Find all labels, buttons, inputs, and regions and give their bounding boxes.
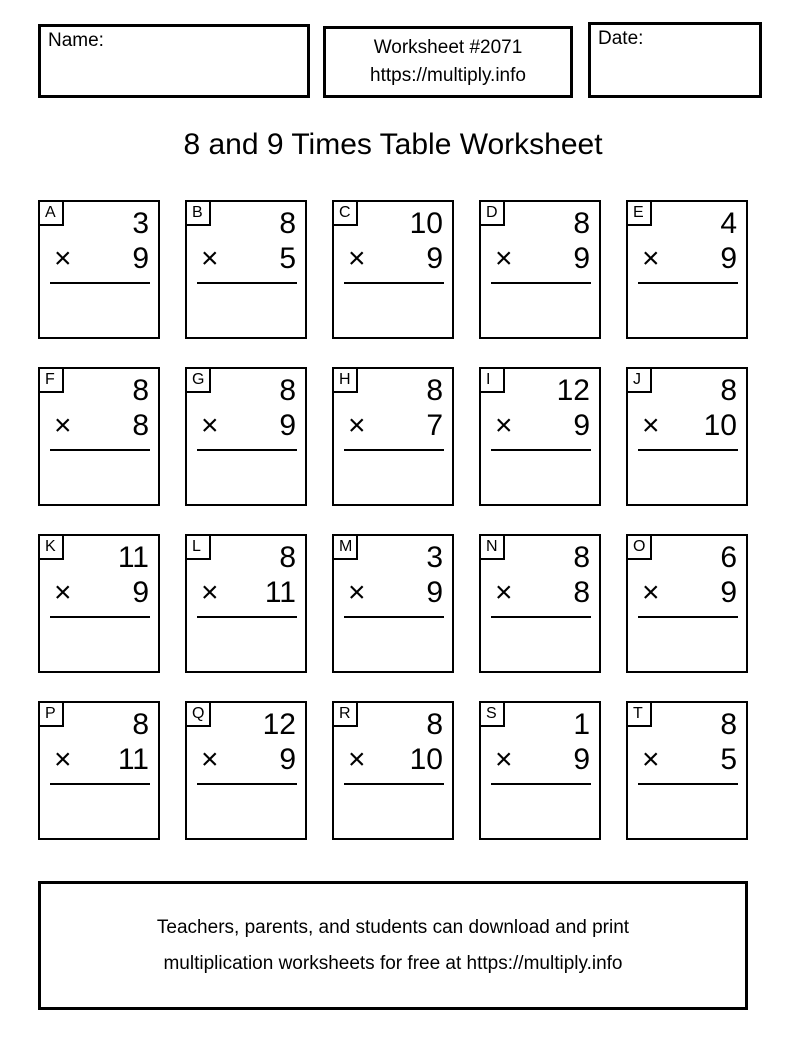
answer-line [638, 616, 738, 618]
answer-line [638, 282, 738, 284]
problem-cell [626, 367, 748, 506]
problem-label: L [187, 536, 211, 560]
multiply-sign: × [348, 409, 366, 442]
multiply-sign: × [201, 576, 219, 609]
multiply-sign: × [495, 409, 513, 442]
problem-label: E [628, 202, 652, 226]
multiply-sign: × [54, 576, 72, 609]
answer-line [197, 616, 297, 618]
multiplicand: 8 [132, 708, 149, 741]
answer-line [491, 282, 591, 284]
answer-line [344, 449, 444, 451]
problem-label: R [334, 703, 358, 727]
multiplicand: 8 [426, 708, 443, 741]
problem-cell [626, 200, 748, 339]
multiplier: 9 [720, 576, 737, 609]
answer-line [50, 449, 150, 451]
multiply-sign: × [642, 743, 660, 776]
problem-cell [626, 534, 748, 673]
multiplier: 5 [720, 743, 737, 776]
problem-cell [38, 701, 160, 840]
worksheet-url: https://multiply.info [370, 65, 526, 86]
name-box [38, 24, 310, 98]
answer-line [197, 783, 297, 785]
multiply-sign: × [348, 576, 366, 609]
multiply-sign: × [348, 743, 366, 776]
answer-line [491, 783, 591, 785]
footer-line1: Teachers, parents, and students can download and print [156, 916, 630, 938]
multiplier: 9 [426, 576, 443, 609]
problem-label: O [628, 536, 652, 560]
multiply-sign: × [201, 242, 219, 275]
multiplier: 9 [573, 743, 590, 776]
multiplier: 5 [279, 242, 296, 275]
page-title: 8 and 9 Times Table Worksheet [183, 128, 603, 161]
multiply-sign: × [201, 743, 219, 776]
multiplicand: 4 [720, 207, 737, 240]
multiplicand: 8 [279, 541, 296, 574]
problem-label: I [481, 369, 505, 393]
multiplicand: 3 [426, 541, 443, 574]
problem-label: K [40, 536, 64, 560]
multiplier: 10 [409, 743, 443, 776]
multiply-sign: × [495, 743, 513, 776]
multiply-sign: × [495, 576, 513, 609]
multiplicand: 3 [132, 207, 149, 240]
problem-cell [38, 367, 160, 506]
multiplicand: 8 [426, 374, 443, 407]
answer-line [50, 616, 150, 618]
multiplier: 9 [132, 242, 149, 275]
multiplicand: 8 [132, 374, 149, 407]
problem-label: S [481, 703, 505, 727]
multiplier: 11 [117, 743, 149, 776]
multiplicand: 8 [279, 207, 296, 240]
answer-line [638, 449, 738, 451]
problem-label: C [334, 202, 358, 226]
name-label: Name: [48, 30, 104, 51]
problem-label: J [628, 369, 652, 393]
problem-cell [185, 701, 307, 840]
multiplicand: 6 [720, 541, 737, 574]
problem-cell [479, 200, 601, 339]
answer-line [344, 282, 444, 284]
multiply-sign: × [642, 409, 660, 442]
multiply-sign: × [642, 576, 660, 609]
multiplicand: 8 [279, 374, 296, 407]
multiply-sign: × [495, 242, 513, 275]
problem-label: D [481, 202, 505, 226]
problem-cell [185, 200, 307, 339]
problem-label: P [40, 703, 64, 727]
answer-line [50, 783, 150, 785]
problem-cell [332, 701, 454, 840]
multiplier: 8 [573, 576, 590, 609]
worksheet-number: Worksheet #2071 [373, 37, 523, 58]
multiplier: 9 [132, 576, 149, 609]
multiplicand: 8 [573, 541, 590, 574]
problems-grid [38, 200, 748, 840]
problem-label: A [40, 202, 64, 226]
problem-cell [332, 200, 454, 339]
answer-line [638, 783, 738, 785]
answer-line [50, 282, 150, 284]
multiplier: 9 [279, 409, 296, 442]
problem-label: F [40, 369, 64, 393]
multiply-sign: × [642, 242, 660, 275]
answer-line [197, 282, 297, 284]
answer-line [491, 616, 591, 618]
multiplier: 9 [279, 743, 296, 776]
problem-label: B [187, 202, 211, 226]
multiply-sign: × [54, 409, 72, 442]
multiplier: 7 [426, 409, 443, 442]
footer-box [38, 881, 748, 1010]
worksheet-info-box [323, 26, 573, 98]
multiply-sign: × [54, 743, 72, 776]
multiplier: 8 [132, 409, 149, 442]
problem-cell [38, 200, 160, 339]
multiplicand: 11 [117, 541, 149, 574]
problem-cell [185, 534, 307, 673]
multiply-sign: × [348, 242, 366, 275]
multiplicand: 8 [573, 207, 590, 240]
multiplicand: 1 [573, 708, 590, 741]
answer-line [344, 616, 444, 618]
multiplier: 10 [703, 409, 737, 442]
multiplier: 9 [573, 242, 590, 275]
answer-line [197, 449, 297, 451]
multiplicand: 8 [720, 708, 737, 741]
multiplicand: 10 [409, 207, 443, 240]
multiplicand: 12 [262, 708, 296, 741]
problem-label: Q [187, 703, 211, 727]
multiplier: 11 [264, 576, 296, 609]
problem-cell [479, 367, 601, 506]
problem-label: H [334, 369, 358, 393]
answer-line [344, 783, 444, 785]
date-box [588, 22, 762, 98]
footer-line2: multiplication worksheets for free at https://multiply.info [163, 952, 623, 974]
problem-cell [479, 534, 601, 673]
multiplicand: 12 [556, 374, 590, 407]
problem-cell [38, 534, 160, 673]
multiplicand: 8 [720, 374, 737, 407]
problem-cell [185, 367, 307, 506]
problem-cell [626, 701, 748, 840]
answer-line [491, 449, 591, 451]
problem-cell [332, 534, 454, 673]
problem-label: M [334, 536, 358, 560]
multiplier: 9 [426, 242, 443, 275]
problem-label: G [187, 369, 211, 393]
problem-label: T [628, 703, 652, 727]
multiplier: 9 [573, 409, 590, 442]
multiply-sign: × [201, 409, 219, 442]
date-label: Date: [598, 28, 644, 49]
problem-label: N [481, 536, 505, 560]
multiply-sign: × [54, 242, 72, 275]
multiplier: 9 [720, 242, 737, 275]
problem-cell [479, 701, 601, 840]
problem-cell [332, 367, 454, 506]
